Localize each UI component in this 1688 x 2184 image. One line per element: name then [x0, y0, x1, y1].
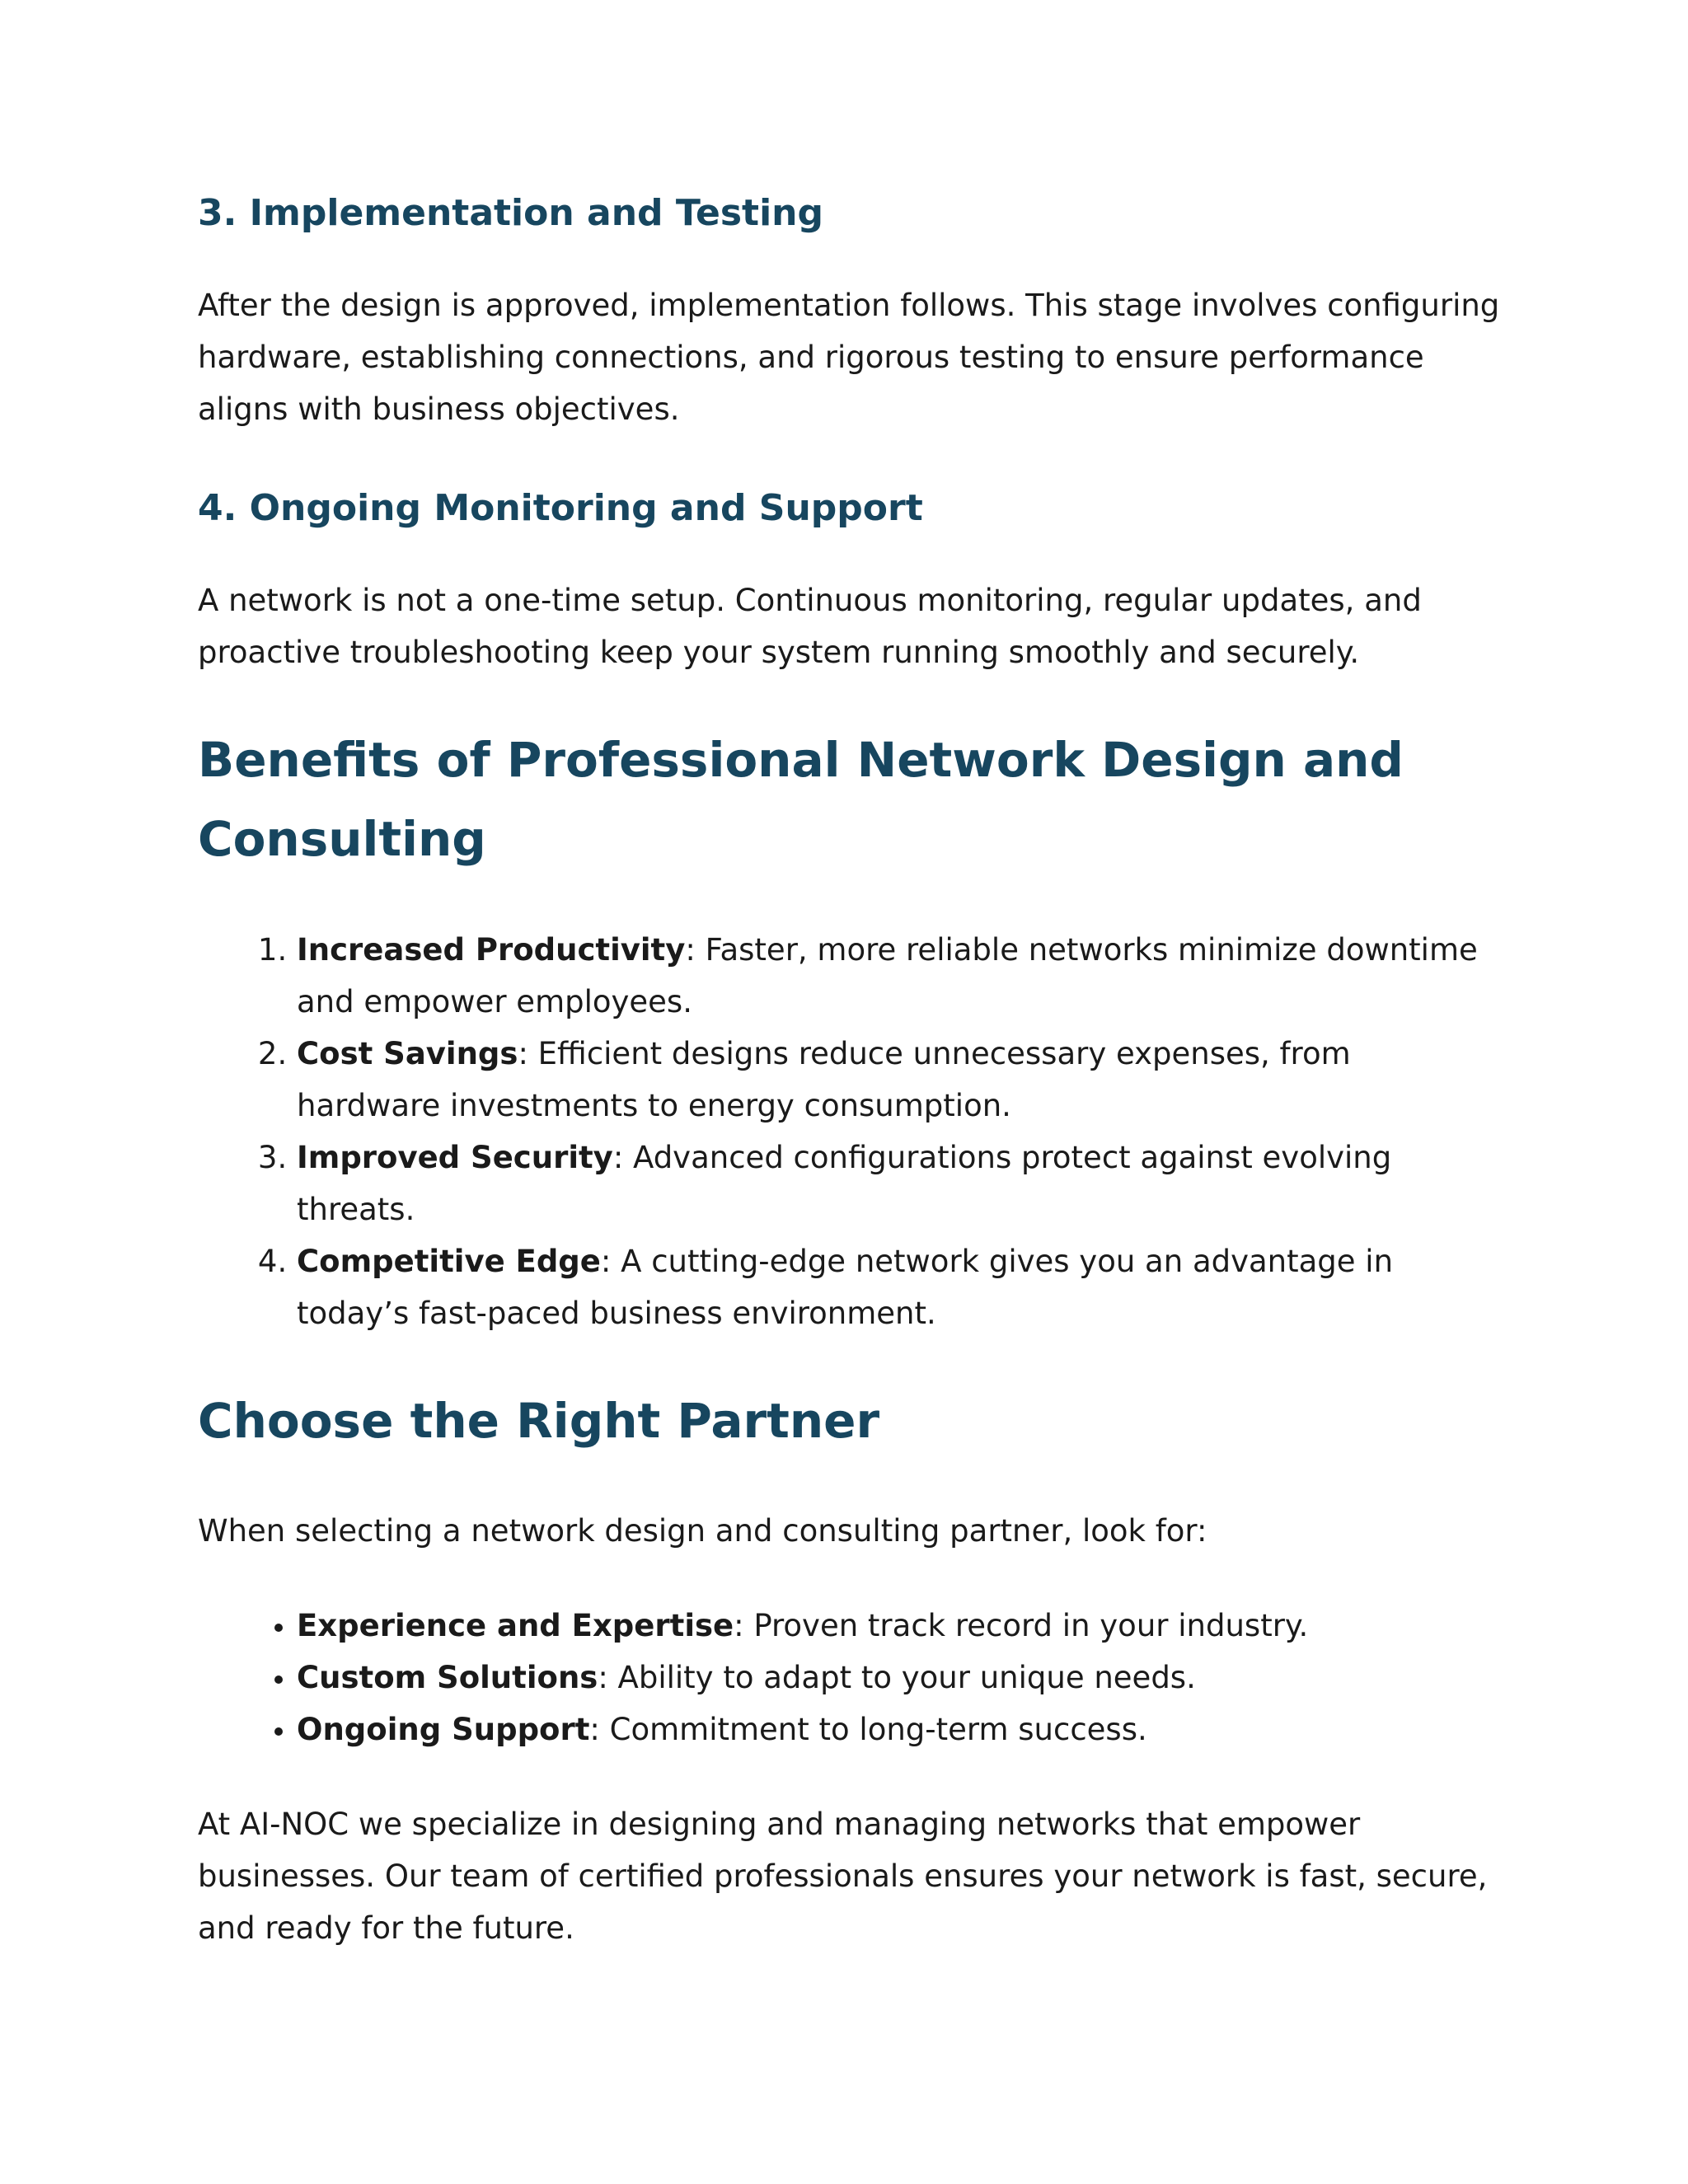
- benefit-term: Increased Productivity: [297, 931, 686, 968]
- list-item: [297, 1235, 1500, 1339]
- closing-paragraph: At AI-NOC we specialize in designing and managing networks that empower businesses. Our team of certified professionals ensures your network is fast, secure, and ready for the future.: [198, 1807, 1488, 1947]
- partner-intro: When selecting a network design and consulting partner, look for:: [198, 1513, 1207, 1549]
- benefit-term: Cost Savings: [297, 1035, 518, 1071]
- monitoring-heading: 4. Ongoing Monitoring and Support: [198, 487, 923, 530]
- list-item: [297, 924, 1500, 1028]
- list-item: [297, 1600, 1500, 1652]
- monitoring-paragraph: A network is not a one-time setup. Continuous monitoring, regular updates, and proactive troubleshooting keep your system running smoothly and securely.: [198, 583, 1422, 671]
- criteria-term: Custom Solutions: [297, 1660, 598, 1696]
- implementation-paragraph: After the design is approved, implementation follows. This stage involves configuring hardware, establishing connections, and rigorous testing to ensure performance aligns with business objectives.: [198, 288, 1500, 428]
- criteria-term: Ongoing Support: [297, 1712, 590, 1748]
- partner-criteria-list: [198, 1600, 1500, 1755]
- benefits-list: [198, 924, 1500, 1339]
- implementation-heading: 3. Implementation and Testing: [198, 192, 823, 234]
- benefits-heading: Benefits of Professional Network Design and Consulting: [198, 732, 1404, 868]
- benefit-term: Improved Security: [297, 1139, 613, 1175]
- criteria-text: : Ability to adapt to your unique needs.: [598, 1660, 1196, 1696]
- list-item: [297, 1132, 1500, 1235]
- benefit-text: : Faster, more reliable networks minimize downtime and empower employees.: [297, 931, 1478, 1019]
- benefit-text: : Advanced configurations protect against evolving threats.: [297, 1139, 1392, 1227]
- list-item: [297, 1704, 1500, 1755]
- list-item: [297, 1652, 1500, 1704]
- criteria-text: : Proven track record in your industry.: [734, 1608, 1309, 1644]
- criteria-term: Experience and Expertise: [297, 1608, 734, 1644]
- partner-heading: Choose the Right Partner: [198, 1392, 880, 1449]
- benefit-term: Competitive Edge: [297, 1243, 601, 1279]
- benefit-text: : Efficient designs reduce unnecessary expenses, from hardware investments to energy consumption.: [297, 1035, 1351, 1123]
- criteria-text: : Commitment to long-term success.: [589, 1712, 1147, 1748]
- list-item: [297, 1028, 1500, 1132]
- benefit-text: : A cutting-edge network gives you an advantage in today’s fast-paced business environment.: [297, 1243, 1394, 1331]
- document-page: [198, 190, 1500, 1997]
